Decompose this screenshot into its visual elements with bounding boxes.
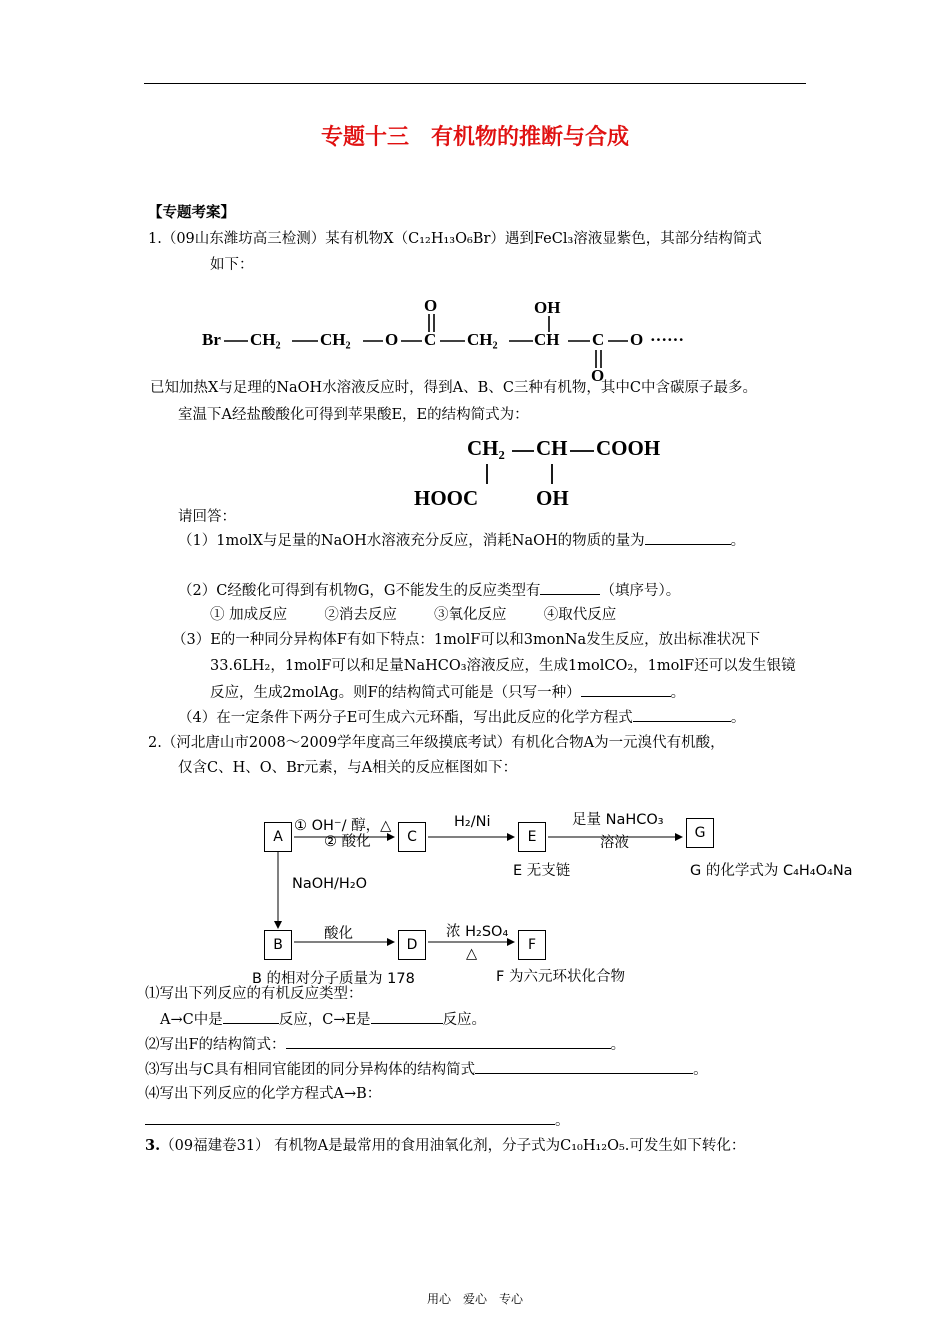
q1-part1-blank[interactable] xyxy=(645,530,731,545)
q2-sub1: ⑴写出下列反应的有机反应类型： xyxy=(145,986,363,1002)
flow-box-e: E xyxy=(518,822,546,852)
flow-box-f: F xyxy=(518,930,546,960)
malic-hooc: HOOC xyxy=(414,486,479,510)
q2-sub1-line xyxy=(160,1009,486,1030)
q1-part3-line2: 33.6LH₂，1molF可以和足量NaHCO₃溶液反应，生成1molCO₂，1molF还可以发生银镜 xyxy=(210,658,796,674)
label-d-to-f-bottom: △ xyxy=(466,946,478,962)
q1-part1-end: 。 xyxy=(730,533,746,549)
q1-part3-line3 xyxy=(210,682,685,703)
label-a-to-c-bottom: ② 酸化 xyxy=(324,834,371,850)
x-ch2-c: CH₂ xyxy=(467,330,498,349)
q3-text: （09福建卷31） 有机物A是最常用的食用油氧化剂，分子式为C₁₀H₁₂O₅.可发生如下转化： xyxy=(160,1138,746,1154)
q1-part3-blank[interactable] xyxy=(581,682,671,697)
x-c-carbonyl-2: C xyxy=(592,330,605,349)
x-c-carbonyl-1: C xyxy=(424,330,437,349)
q1-line3: 已知加热X与足理的NaOH水溶液反应时，得到A、B、C三种有机物，其中C中含碳原子最多。 xyxy=(150,380,758,396)
malic-cooh: COOH xyxy=(596,436,661,460)
header-rule xyxy=(144,83,806,84)
note-e: E 无支链 xyxy=(513,863,571,879)
option-1: ① 加成反应 xyxy=(210,607,288,623)
q2-sub1-blank1[interactable] xyxy=(223,1009,279,1024)
x-dots: ······ xyxy=(650,330,685,349)
q1-part4 xyxy=(178,707,745,728)
q1-part4-end: 。 xyxy=(730,710,746,726)
flow-box-a: A xyxy=(264,822,292,852)
label-d-to-f-top: 浓 H₂SO₄ xyxy=(446,924,509,940)
malic-acid-structure xyxy=(412,436,672,516)
q1-part2-text: （2）C经酸化可得到有机物G，G不能发生的反应类型有 xyxy=(178,583,541,599)
page-title: 专题十三 有机物的推断与合成 xyxy=(320,125,629,150)
label-e-to-g-top: 足量 NaHCO₃ xyxy=(572,812,664,828)
q1-part3-text: 反应，生成2molAg。则F的结构简式可能是（只写一种） xyxy=(210,685,581,701)
q2-sub1-a: A→C中是 xyxy=(160,1012,223,1028)
q2-sub4-end: 。 xyxy=(555,1113,570,1129)
x-o-top: O xyxy=(424,296,438,315)
x-o-end: O xyxy=(630,330,644,349)
q2-sub3-text: ⑶写出与C具有相同官能团的同分异构体的结构简式 xyxy=(145,1062,476,1078)
note-b: B 的相对分子质量为 178 xyxy=(252,971,415,987)
label-b-to-d: 酸化 xyxy=(324,926,353,942)
q1-part3-line1: （3）E的一种同分异构体F有如下特点：1molF可以和3monNa发生反应，放出标准状况下 xyxy=(172,632,761,648)
x-ch2-b: CH₂ xyxy=(320,330,351,349)
option-2: ②消去反应 xyxy=(324,607,397,623)
q2-sub4-answer xyxy=(145,1110,570,1131)
q1-part4-text: （4）在一定条件下两分子E可生成六元环酯，写出此反应的化学方程式 xyxy=(178,710,633,726)
q2-sub2-text: ⑵写出F的结构简式： xyxy=(145,1037,286,1053)
x-structure xyxy=(200,292,730,387)
malic-ch: CH xyxy=(536,436,568,460)
q1-line4: 室温下A经盐酸酸化可得到苹果酸E，E的结构简式为： xyxy=(178,407,529,423)
x-oh: OH xyxy=(534,298,561,317)
q2-line1: 2.（河北唐山市2008～2009学年度高三年级摸底考试）有机化合物A为一元溴代有机酸， xyxy=(148,735,725,751)
q1-part1 xyxy=(178,530,745,551)
x-o-bottom: O xyxy=(591,366,605,385)
flow-box-d: D xyxy=(398,930,426,960)
q1-part2-end: （填序号）。 xyxy=(600,583,681,599)
q1-part1-text: （1）1molX与足量的NaOH水溶液充分反应，消耗NaOH的物质的量为 xyxy=(178,533,645,549)
q2-sub2 xyxy=(145,1034,625,1055)
q1-options xyxy=(210,605,616,625)
q1-part2 xyxy=(178,580,680,601)
q2-sub1-c: 反应。 xyxy=(442,1012,487,1028)
label-a-to-c-top: ① OH⁻/ 醇，△ xyxy=(294,818,392,834)
q2-sub3-blank[interactable] xyxy=(475,1059,693,1074)
q3-line xyxy=(145,1136,745,1156)
label-e-to-g-bottom: 溶液 xyxy=(600,835,629,851)
x-ch2-a: CH₂ xyxy=(250,330,281,349)
note-g: G 的化学式为 C₄H₄O₄Na xyxy=(690,863,853,879)
section-heading: 【专题考案】 xyxy=(148,204,235,221)
q1-line2: 如下： xyxy=(210,257,254,273)
q1-part2-blank[interactable] xyxy=(540,580,600,595)
q1-prompt: 请回答： xyxy=(178,509,236,525)
page-footer: 用心 爱心 专心 xyxy=(426,1292,523,1306)
note-f: F 为六元环状化合物 xyxy=(496,969,625,985)
label-a-to-b: NaOH/H₂O xyxy=(292,876,368,892)
x-ch: CH xyxy=(534,330,560,349)
malic-oh: OH xyxy=(536,486,569,510)
flow-box-g: G xyxy=(686,818,714,848)
q2-sub4: ⑷写出下列反应的化学方程式A→B： xyxy=(145,1086,382,1102)
q2-sub1-blank2[interactable] xyxy=(371,1009,443,1024)
malic-ch2: CH₂ xyxy=(467,436,505,460)
x-o-ester: O xyxy=(385,330,399,349)
q1-part4-blank[interactable] xyxy=(633,707,731,722)
x-br: Br xyxy=(202,330,221,349)
q2-sub3 xyxy=(145,1059,708,1080)
q2-sub1-b: 反应，C→E是 xyxy=(278,1012,371,1028)
q2-sub3-end: 。 xyxy=(693,1062,708,1078)
q3-number: 3. xyxy=(145,1137,161,1154)
option-4: ④取代反应 xyxy=(543,607,617,623)
flow-box-c: C xyxy=(398,822,426,852)
q2-line2: 仅含C、H、O、Br元素，与A相关的反应框图如下： xyxy=(178,760,518,776)
q1-line1: 1.（09山东潍坊高三检测）某有机物X（C₁₂H₁₃O₆Br）遇到FeCl₃溶液显紫色，其部分结构简式 xyxy=(148,231,762,247)
q2-sub4-blank[interactable] xyxy=(145,1110,555,1125)
reaction-flowchart xyxy=(250,800,890,990)
q1-part3-end: 。 xyxy=(670,685,686,701)
flow-box-b: B xyxy=(264,930,292,960)
option-3: ③氧化反应 xyxy=(434,607,507,623)
q2-sub2-blank[interactable] xyxy=(286,1034,611,1049)
q2-sub2-end: 。 xyxy=(610,1037,626,1053)
label-c-to-e: H₂/Ni xyxy=(454,814,491,830)
